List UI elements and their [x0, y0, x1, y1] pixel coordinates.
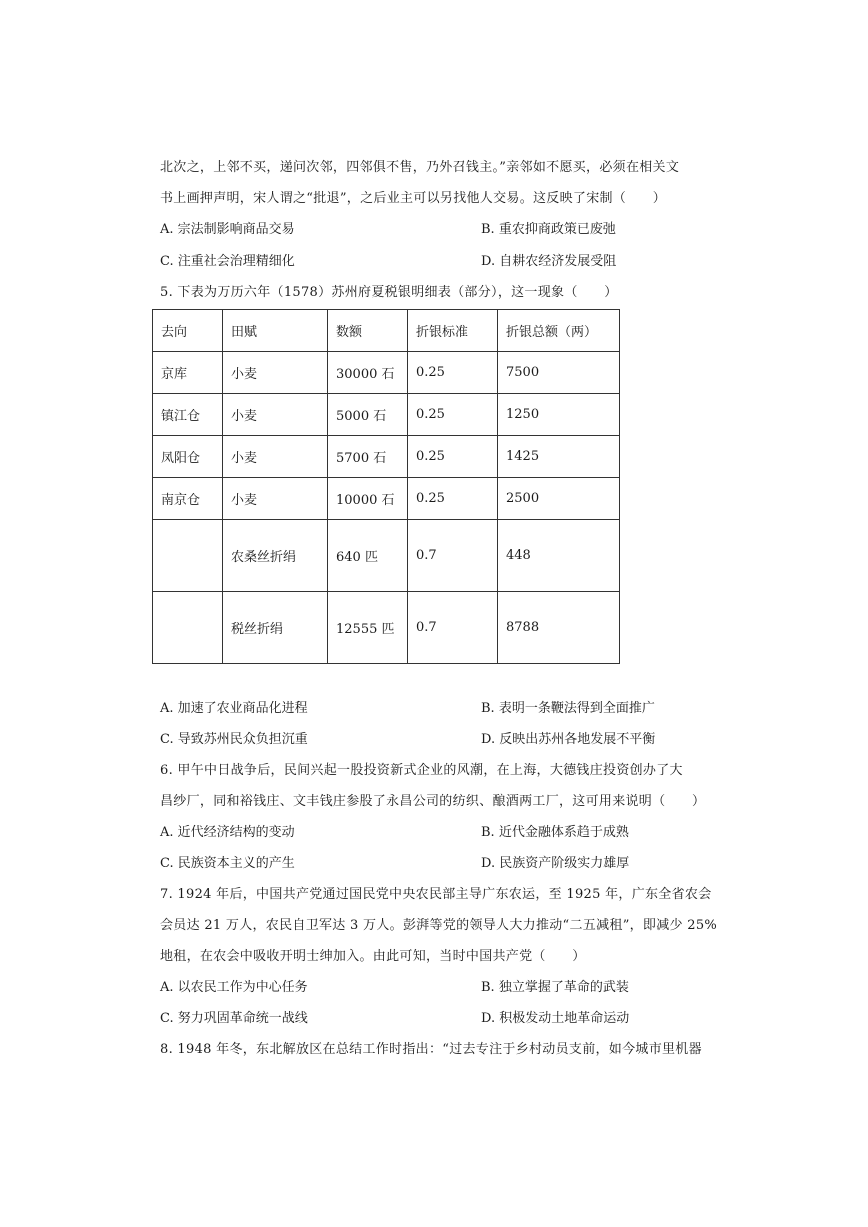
- q4-option-d[interactable]: D. 自耕农经济发展受阻: [481, 254, 617, 269]
- table-cell: 京库: [153, 352, 223, 394]
- q6-option-a[interactable]: A. 近代经济结构的变动: [160, 825, 295, 840]
- table-cell: 小麦: [223, 394, 328, 436]
- table-cell: 税丝折绢: [223, 592, 328, 664]
- q6-stem-line-1: 6. 甲午中日战争后，民间兴起一股投资新式企业的风潮，在上海，大德钱庄投资创办了大: [160, 763, 683, 778]
- q5-option-c[interactable]: C. 导致苏州民众负担沉重: [160, 732, 308, 747]
- table-header-cell: 折银标准: [408, 310, 498, 352]
- q7-stem-line-2: 会员达 21 万人，农民自卫军达 3 万人。彭湃等党的领导人大力推动“二五减租”，即减少 25%: [160, 918, 718, 933]
- table-cell: 0.25: [408, 352, 498, 394]
- table-cell: 30000 石: [328, 352, 408, 394]
- table-cell: 南京仓: [153, 478, 223, 520]
- table-header-cell: 去向: [153, 310, 223, 352]
- q7-option-a[interactable]: A. 以农民工作为中心任务: [160, 980, 308, 995]
- table-cell: 小麦: [223, 436, 328, 478]
- table-cell: 0.25: [408, 478, 498, 520]
- table-cell: 1250: [498, 394, 620, 436]
- q4-option-b[interactable]: B. 重农抑商政策已废弛: [481, 222, 616, 237]
- table-cell: 凤阳仓: [153, 436, 223, 478]
- table-cell: 0.7: [408, 520, 498, 592]
- table-cell: [153, 592, 223, 664]
- table-row: [153, 436, 620, 478]
- table-cell: 0.7: [408, 592, 498, 664]
- q5-option-a[interactable]: A. 加速了农业商品化进程: [160, 701, 308, 716]
- table-row: [153, 592, 620, 664]
- table-row: [153, 352, 620, 394]
- table-cell: 农桑丝折绢: [223, 520, 328, 592]
- q7-option-b[interactable]: B. 独立掌握了革命的武装: [481, 980, 629, 995]
- table-cell: 0.25: [408, 436, 498, 478]
- q8-stem-line-1: 8. 1948 年冬，东北解放区在总结工作时指出：“过去专注于乡村动员支前，如今城市里机器: [160, 1042, 702, 1057]
- q7-stem-line-1: 7. 1924 年后，中国共产党通过国民党中央农民部主导广东农运，至 1925 年，广东全省农会: [160, 887, 712, 902]
- table-cell: 12555 匹: [328, 592, 408, 664]
- q6-stem-line-2: 昌纱厂，同和裕钱庄、文丰钱庄参股了永昌公司的纺织、酿酒两工厂，这可用来说明（ ）: [160, 794, 706, 809]
- q4-option-c[interactable]: C. 注重社会治理精细化: [160, 254, 295, 269]
- tax-table: [152, 309, 620, 664]
- table-cell: 2500: [498, 478, 620, 520]
- q4-option-a[interactable]: A. 宗法制影响商品交易: [160, 222, 295, 237]
- q7-option-c[interactable]: C. 努力巩固革命统一战线: [160, 1011, 308, 1026]
- table-cell: 0.25: [408, 394, 498, 436]
- table-header-row: [153, 310, 620, 352]
- table-row: [153, 394, 620, 436]
- table-cell: 镇江仓: [153, 394, 223, 436]
- table-row: [153, 478, 620, 520]
- q4-stem-line-1: 北次之，上邻不买，递问次邻，四邻俱不售，乃外召钱主。”亲邻如不愿买，必须在相关文: [160, 160, 680, 175]
- table-cell: 5000 石: [328, 394, 408, 436]
- table-cell: 10000 石: [328, 478, 408, 520]
- table-cell: [153, 520, 223, 592]
- table-cell: 448: [498, 520, 620, 592]
- table-header-cell: 折银总额（两）: [498, 310, 620, 352]
- q6-option-b[interactable]: B. 近代金融体系趋于成熟: [481, 825, 629, 840]
- table-cell: 8788: [498, 592, 620, 664]
- q5-option-d[interactable]: D. 反映出苏州各地发展不平衡: [481, 732, 656, 747]
- q4-stem-line-2: 书上画押声明，宋人谓之“批退”，之后业主可以另找他人交易。这反映了宋制（ ）: [160, 191, 666, 206]
- table-cell: 5700 石: [328, 436, 408, 478]
- table-cell: 小麦: [223, 478, 328, 520]
- table-header-cell: 数额: [328, 310, 408, 352]
- table-cell: 7500: [498, 352, 620, 394]
- q6-option-c[interactable]: C. 民族资本主义的产生: [160, 856, 295, 871]
- table-cell: 小麦: [223, 352, 328, 394]
- table-cell: 640 匹: [328, 520, 408, 592]
- q7-stem-line-3: 地租，在农会中吸收开明士绅加入。由此可知，当时中国共产党（ ）: [160, 949, 586, 964]
- table-header-cell: 田赋: [223, 310, 328, 352]
- q7-option-d[interactable]: D. 积极发动土地革命运动: [481, 1011, 630, 1026]
- table-cell: 1425: [498, 436, 620, 478]
- q5-stem: 5. 下表为万历六年（1578）苏州府夏税银明细表（部分），这一现象（ ）: [160, 285, 618, 300]
- q6-option-d[interactable]: D. 民族资产阶级实力雄厚: [481, 856, 630, 871]
- q5-option-b[interactable]: B. 表明一条鞭法得到全面推广: [481, 701, 655, 716]
- table-row: [153, 520, 620, 592]
